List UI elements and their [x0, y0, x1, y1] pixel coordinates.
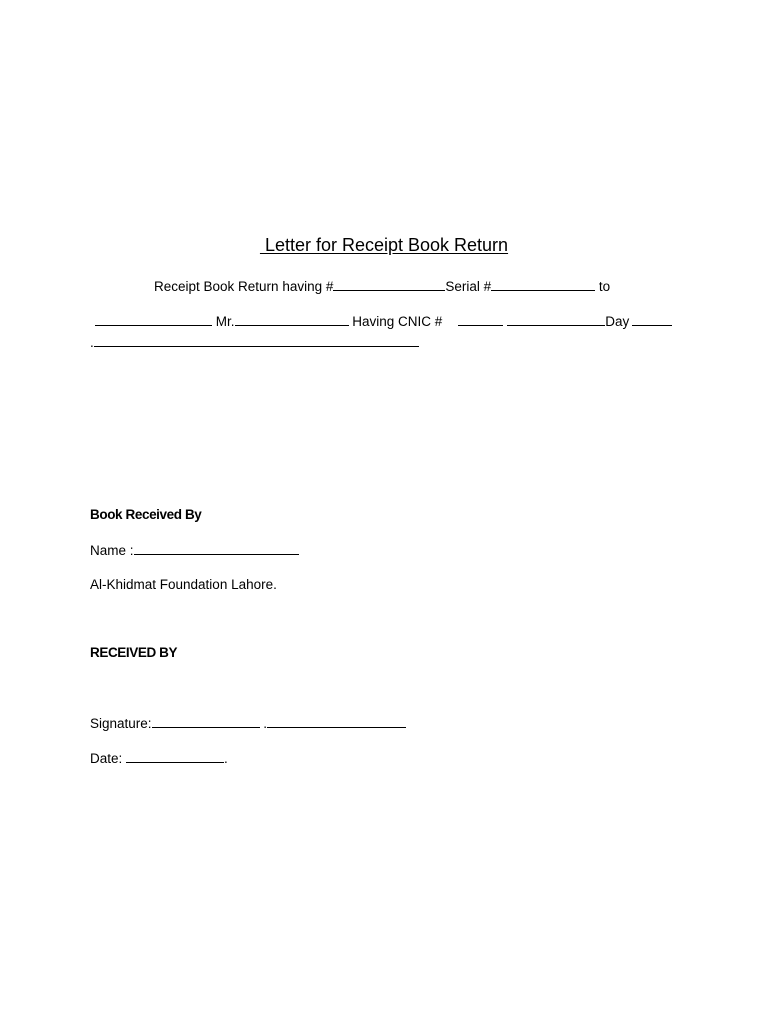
continuation-dot: . [90, 335, 94, 350]
document-title: Letter for Receipt Book Return [259, 235, 509, 255]
to-label: to [595, 279, 611, 294]
day-blank [632, 312, 672, 326]
name-label: Name : [90, 543, 134, 558]
recipient-line [95, 312, 672, 331]
date-label: Date: [90, 751, 127, 766]
signature-separator: . [259, 716, 268, 731]
signature-blank-2 [267, 714, 406, 728]
cnic-blank-1 [458, 312, 503, 326]
received-by-heading: RECEIVED BY [90, 645, 178, 660]
serial-number-blank [491, 277, 595, 291]
leading-blank [95, 312, 212, 326]
signature-label: Signature: [90, 716, 152, 731]
date-end: . [224, 751, 228, 766]
receipt-book-line [154, 277, 610, 296]
signature-blank-1 [152, 714, 260, 728]
serial-label: Serial # [445, 279, 492, 294]
continuation-line [90, 333, 419, 352]
signature-line [90, 714, 406, 733]
continuation-blank [94, 333, 419, 347]
date-blank [126, 749, 224, 763]
receipt-book-label: Receipt Book Return having # [154, 279, 334, 294]
book-received-by-heading: Book Received By [90, 507, 202, 522]
receipt-number-blank [333, 277, 445, 291]
mr-label: Mr. [212, 314, 235, 329]
cnic-blank-2 [507, 312, 605, 326]
organization-name: Al-Khidmat Foundation Lahore. [90, 577, 277, 592]
cnic-label: Having CNIC # [348, 314, 443, 329]
mr-name-blank [235, 312, 349, 326]
day-label: Day [605, 314, 630, 329]
name-blank [134, 541, 299, 555]
name-line [90, 541, 299, 560]
date-line [90, 749, 228, 768]
